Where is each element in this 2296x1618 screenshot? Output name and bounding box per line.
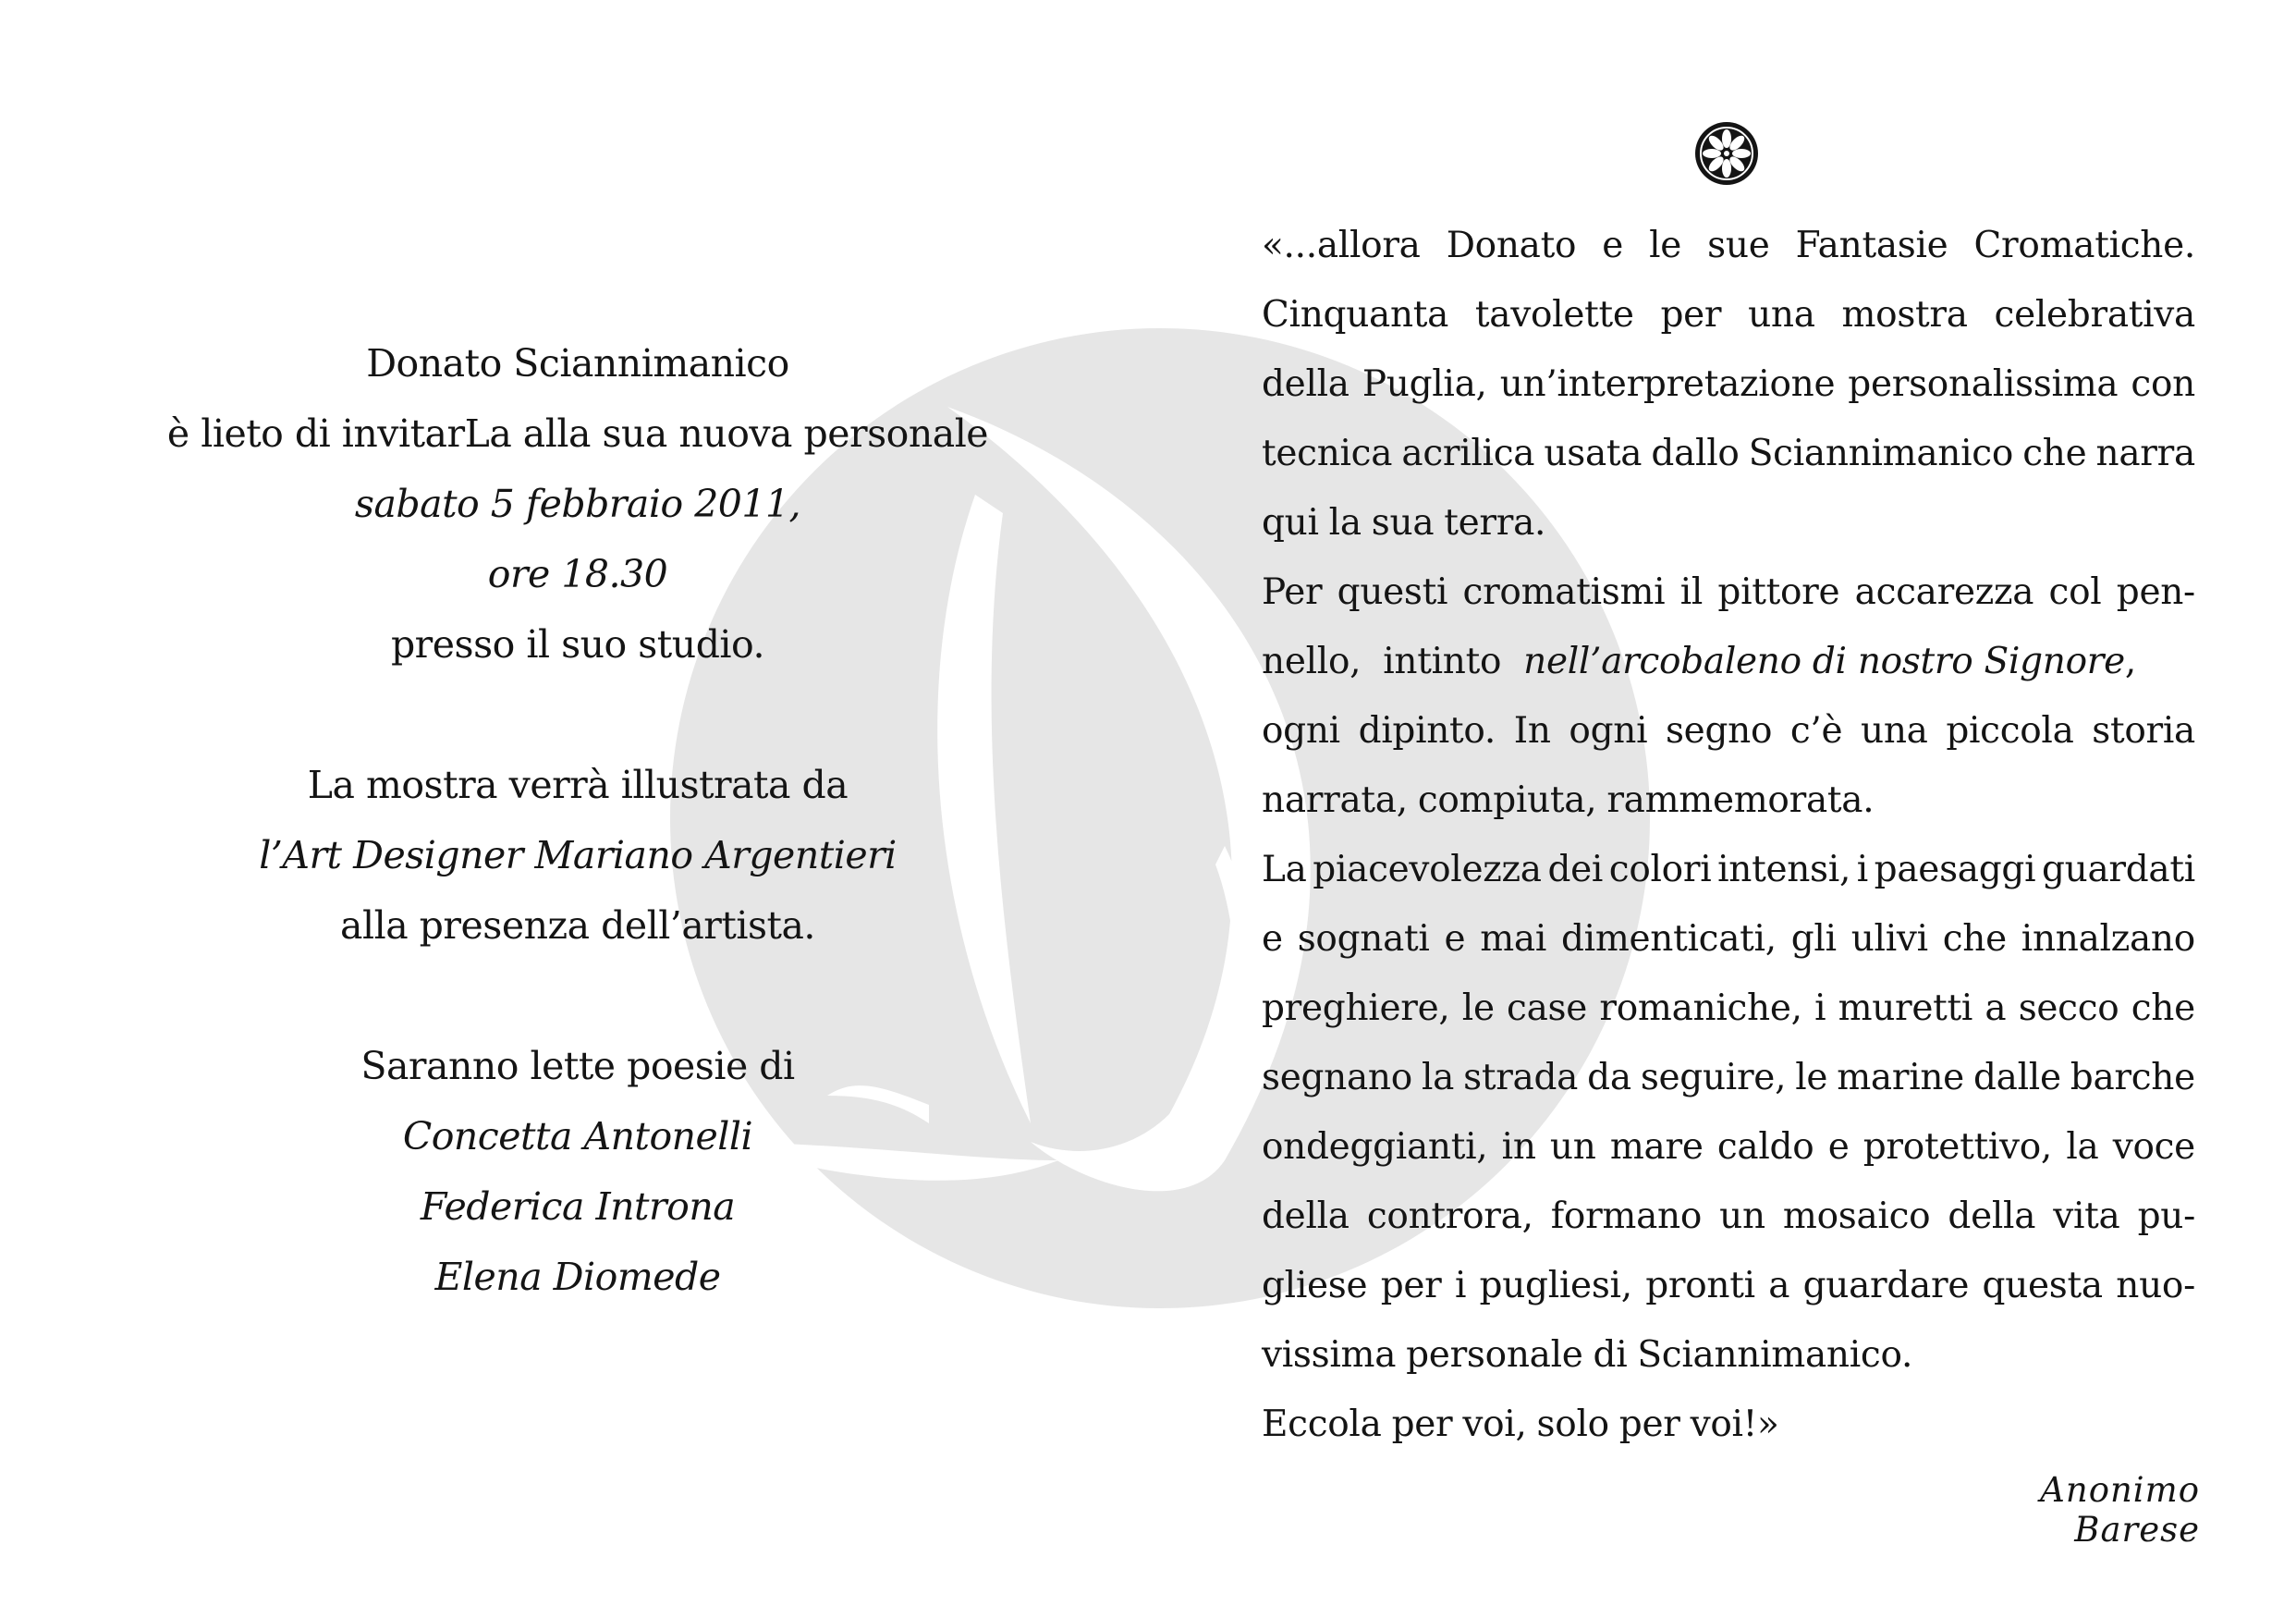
quote-word: dallo [1651, 433, 1740, 474]
quote-word: terra. [1444, 502, 1546, 544]
quote-word: ondeggianti, [1262, 1126, 1488, 1168]
quote-word: col [2048, 571, 2102, 613]
quote-word: In [1513, 710, 1551, 752]
artist-note: alla presenza dell’artista. [340, 903, 815, 948]
quote-word: personale [1406, 1334, 1583, 1376]
quote-word: dimenticati, [1561, 918, 1777, 960]
invitation-block [111, 328, 1044, 1312]
quote-word: guardati [2041, 849, 2195, 890]
quote-word: Sciannimanico. [1637, 1334, 1913, 1376]
quote-word: per [1618, 1403, 1680, 1445]
quote-word: per [1380, 1265, 1442, 1306]
quote-word: colori [1608, 849, 1712, 890]
quote-word: celebrativa [1994, 294, 2195, 336]
poet-name: Concetta Antonelli [402, 1114, 753, 1158]
quote-word: dei [1547, 849, 1604, 890]
quote-word: , [2124, 641, 2137, 682]
event-date: sabato 5 febbraio 2011, [354, 482, 801, 526]
quote-word: intinto [1383, 641, 1502, 682]
quote-word: pu- [2137, 1195, 2195, 1237]
quote-word: Puglia, [1362, 363, 1487, 405]
poet-name: Elena Diomede [434, 1255, 721, 1299]
quote-word: della [1262, 1195, 1350, 1237]
quote-word: protettivo, [1862, 1126, 2053, 1168]
quote-word: muretti [1838, 987, 1973, 1029]
quote-word: qui [1262, 502, 1319, 544]
quote-word: narrata, [1262, 779, 1408, 821]
quote-line [1262, 558, 2195, 627]
quote-word: gliese [1262, 1265, 1368, 1306]
quote-word: storia [2092, 710, 2195, 752]
signature: Anonimo Barese [2040, 1470, 2200, 1550]
quote-line [1262, 974, 2195, 1043]
quote-word: guardare [1802, 1265, 1970, 1306]
quote-word: un [1719, 1195, 1765, 1237]
host-name: Donato Sciannimanico [366, 341, 789, 386]
quote-word: secco [2018, 987, 2119, 1029]
quote-line [1262, 1112, 2195, 1182]
quote-word: Eccola [1262, 1403, 1382, 1445]
quote-word: mostra [1841, 294, 1968, 336]
quote-word: Donato [1446, 225, 1577, 266]
quote-word: un [1549, 1126, 1596, 1168]
quote-word: segno [1665, 710, 1773, 752]
quote-word: c’è [1789, 710, 1843, 752]
quote-word: narra [2095, 433, 2195, 474]
quote-word: ogni [1262, 710, 1340, 752]
quote-line [1262, 904, 2195, 974]
quote-word: strada [1463, 1057, 1579, 1098]
quote-word: la [1328, 502, 1362, 544]
quote-word: per [1391, 1403, 1453, 1445]
quote-word: da [1587, 1057, 1631, 1098]
quote-word: i [1856, 849, 1868, 890]
quote-word: Cromatiche. [1973, 225, 2195, 266]
quote-word: ulivi [1850, 918, 1928, 960]
quote-word: dalle [1973, 1057, 2061, 1098]
quote-line [1262, 1043, 2195, 1112]
quote-word: rammemorata. [1606, 779, 1875, 821]
quote-word: preghiere, [1262, 987, 1450, 1029]
quote-word: personalissima [1848, 363, 2119, 405]
quote-word: formano [1550, 1195, 1703, 1237]
quote-line [1262, 211, 2195, 280]
quote-word: questa [1982, 1265, 2103, 1306]
quote-line [1262, 419, 2195, 488]
quote-line [1262, 835, 2195, 904]
quote-word: romaniche, [1599, 987, 1802, 1029]
quote-word: accarezza [1854, 571, 2034, 613]
quote-word: sua [1371, 502, 1435, 544]
quote-word: mare [1609, 1126, 1704, 1168]
quote-word: ogni [1569, 710, 1648, 752]
quote-word: che [2022, 433, 2087, 474]
quote-word: a [1985, 987, 2007, 1029]
quote-word: questi [1337, 571, 1448, 613]
quote-word: e [1602, 225, 1624, 266]
quote-word: barche [2070, 1057, 2195, 1098]
quote-word: case [1507, 987, 1588, 1029]
quote-word: un’interpretazione [1499, 363, 1836, 405]
quote-word: Sciannimanico [1748, 433, 2014, 474]
quote-word: della [1948, 1195, 2036, 1237]
quote-word: le [1461, 987, 1495, 1029]
quote-line [1262, 1251, 2195, 1320]
rosette-ornament-icon [1693, 120, 1760, 187]
quote-word: piccola [1946, 710, 2074, 752]
quote-word: Fantasie [1795, 225, 1948, 266]
quote-word: pittore [1717, 571, 1840, 613]
event-time: ore 18.30 [487, 552, 668, 596]
poet-name: Federica Introna [420, 1184, 736, 1229]
presenter-intro: La mostra verrà illustrata da [307, 763, 849, 807]
quote-word: controra, [1366, 1195, 1533, 1237]
quote-word: nello, [1262, 641, 1362, 682]
quote-word: dipinto. [1358, 710, 1496, 752]
quote-word: e [1444, 918, 1466, 960]
quote-line [1262, 280, 2195, 349]
quote-word: per [1660, 294, 1722, 336]
quote-word: i [1454, 1265, 1467, 1306]
quote-word: innalzano [2021, 918, 2195, 960]
quote-word: caldo [1716, 1126, 1814, 1168]
quote-word: vita [2053, 1195, 2120, 1237]
quote-word: tavolette [1474, 294, 1634, 336]
quote-word: e [1827, 1126, 1850, 1168]
quote-word: a [1768, 1265, 1790, 1306]
quote-word: di [1593, 1334, 1628, 1376]
quote-word: i [1814, 987, 1826, 1029]
quote-word: piacevolezza [1313, 849, 1542, 890]
quote-line [1262, 766, 2195, 835]
quote-word: la [1421, 1057, 1455, 1098]
quote-word: pen- [2116, 571, 2195, 613]
quote-word: compiuta, [1417, 779, 1597, 821]
invite-text: è lieto di invitarLa alla sua nuova personale [166, 411, 989, 456]
presenter-name: l’Art Designer Mariano Argentieri [259, 833, 897, 877]
quote-line [1262, 1390, 2195, 1459]
quote-word: pugliesi, [1479, 1265, 1632, 1306]
quote-word: una [1861, 710, 1928, 752]
quote-line [1262, 349, 2195, 419]
quote-word: acrilica [1401, 433, 1535, 474]
quote-word: sognati [1297, 918, 1430, 960]
quote-word: nuo- [2116, 1265, 2195, 1306]
quote-line [1262, 627, 2195, 696]
quote-word: tecnica [1262, 433, 1393, 474]
quote-word: mosaico [1782, 1195, 1931, 1237]
quote-word: voi!» [1690, 1403, 1779, 1445]
quote-word: gli [1790, 918, 1837, 960]
quote-line [1262, 1182, 2195, 1251]
quote-word: della [1262, 363, 1350, 405]
quote-word: La [1262, 849, 1307, 890]
quote-word: «...allora [1262, 225, 1421, 266]
quote-line [1262, 1320, 2195, 1390]
quote-word: una [1748, 294, 1815, 336]
quote-line [1262, 696, 2195, 766]
quote-word: solo [1536, 1403, 1609, 1445]
quote-word: Cinquanta [1262, 294, 1449, 336]
quote-word: cromatismi [1462, 571, 1666, 613]
quote-word: marine [1837, 1057, 1964, 1098]
quote-word: paesaggi [1874, 849, 2036, 890]
quote-word: segnano [1262, 1057, 1412, 1098]
quote-word: che [2131, 987, 2195, 1029]
quote-word: voce [2112, 1126, 2195, 1168]
quote-word: seguire, [1640, 1057, 1787, 1098]
event-place: presso il suo studio. [390, 622, 765, 667]
quote-word: sue [1707, 225, 1770, 266]
poetry-intro: Saranno lette poesie di [360, 1044, 795, 1088]
quote-word: e [1262, 918, 1283, 960]
quote-word: le [1795, 1057, 1828, 1098]
quote-word: che [1942, 918, 2007, 960]
quote-word: vissima [1262, 1334, 1397, 1376]
quote-word: nell’arcobaleno di nostro Signore [1523, 641, 2125, 682]
quote-word: pronti [1645, 1265, 1755, 1306]
quote-word: intensi, [1717, 849, 1851, 890]
quote-word: mai [1480, 918, 1547, 960]
quote-word: le [1649, 225, 1682, 266]
quote-word: in [1501, 1126, 1536, 1168]
quote-line [1262, 488, 2195, 558]
quote-word: Per [1262, 571, 1323, 613]
quote-word: con [2131, 363, 2195, 405]
quote-word: il [1679, 571, 1704, 613]
quote-word: la [2066, 1126, 2099, 1168]
quote-word: voi, [1462, 1403, 1527, 1445]
quote-block [1262, 211, 2195, 1459]
quote-word: usata [1544, 433, 1643, 474]
